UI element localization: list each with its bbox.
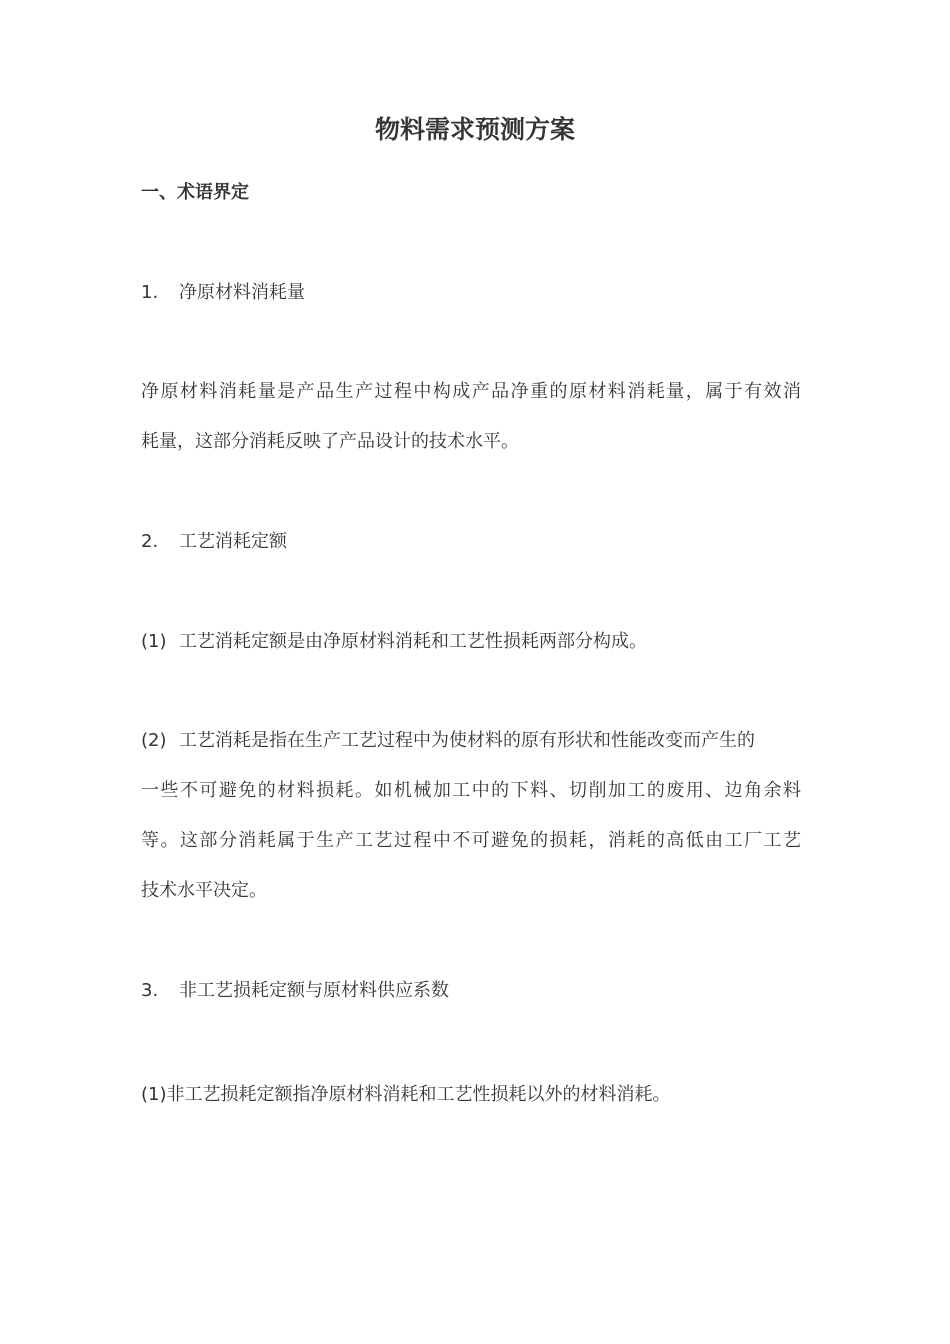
section-heading-terminology: 一、术语界定	[141, 182, 249, 203]
document-title: 物料需求预测方案	[374, 115, 575, 144]
list-item-net-material	[141, 280, 305, 306]
list-item-number: 1.	[141, 282, 159, 303]
list-item-process-quota	[141, 529, 287, 555]
paragraph-line: 净原材料消耗量是产品生产过程中构成产品净重的原材料消耗量，属于有效消	[141, 381, 801, 402]
sub-item-number: (1)	[141, 631, 167, 652]
sub-item-number: (2)	[141, 730, 167, 751]
paragraph-line: 技术水平决定。	[141, 880, 267, 901]
list-item-label: 非工艺损耗定额与原材料供应系数	[179, 980, 449, 1001]
paragraph-line: 一些不可避免的材料损耗。如机械加工中的下料、切削加工的废用、边角余料	[141, 780, 801, 801]
sub-item-3: (1)非工艺损耗定额指净原材料消耗和工艺性损耗以外的材料消耗。	[141, 1084, 671, 1105]
list-item-label: 净原材料消耗量	[179, 282, 305, 303]
list-item-non-process-quota	[141, 978, 449, 1004]
paragraph-line	[141, 716, 801, 766]
sub-item-text: 工艺消耗定额是由净原材料消耗和工艺性损耗两部分构成。	[179, 631, 647, 652]
paragraph-net-material	[141, 367, 801, 467]
paragraph-line-text: 工艺消耗是指在生产工艺过程中为使材料的原有形状和性能改变而产生的	[179, 730, 755, 751]
list-item-number: 3.	[141, 980, 159, 1001]
list-item-label: 工艺消耗定额	[179, 531, 287, 552]
sub-item-1	[141, 629, 647, 655]
paragraph-line: 等。这部分消耗属于生产工艺过程中不可避免的损耗，消耗的高低由工厂工艺	[141, 830, 801, 851]
paragraph-line: 耗量，这部分消耗反映了产品设计的技术水平。	[141, 431, 519, 452]
paragraph-process-consumption	[141, 716, 801, 916]
list-item-number: 2.	[141, 531, 159, 552]
